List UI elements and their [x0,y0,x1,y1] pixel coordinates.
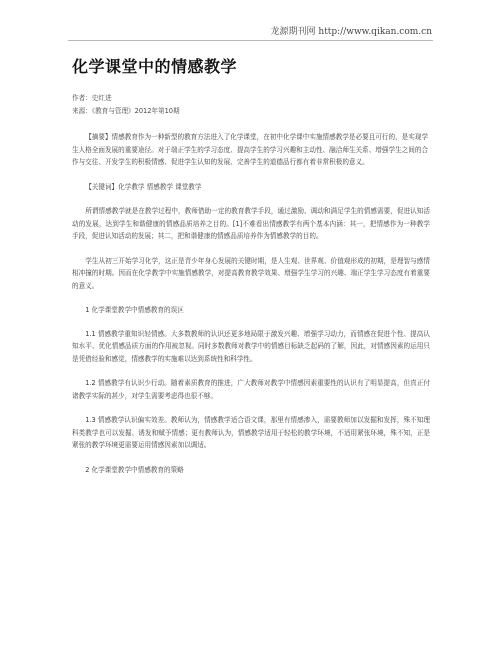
article-source: 来源：《教育与管理》2012年第10期 [72,107,180,115]
article [72,57,430,476]
section-heading: 1 化学课堂教学中情感教育的误区 [85,306,184,314]
article-author: 作者：史红进 [72,94,112,102]
article-abstract: 【摘要】情感教育作为一种新型的教育方法进入了化学课堂，在初中化学课中实施情感教学是必要且可行的，是实现学生人格全面发展的重要途径。对于端正学生的学习态度、提高学生的学习兴趣和主动性、融洽师生关系、增强学生之间的合作与交往、开发学生的积极情感、促进学生认知的发展、完善学生的道德品行都有着非常积极的意义。 [72,133,429,166]
body-paragraph: 1.1 情感教学重知识轻情感。大多数教师的认识还更多地局限于激发兴趣、增强学习动力，而情感在促进个性、提高认知水平、优化情感品质方面的作用被忽视。同时多数教师对教学中的情感目标缺乏起码的了解，因此，对情感因素的运用只是凭借经验和感觉，情感教学的实施难以达到系统性和科学性。 [72,329,430,363]
body-paragraph: 1.2 情感教学有认识少行动。随着素质教育的推进，广大教师对教学中情感因素重要性的认识有了明显提高，但真正付诸教学实际的甚少，对学生需要考虑得也很不够。 [72,379,430,400]
body-paragraph: 学生从初三开始学习化学，这正是青少年身心发展的关键时期，是人生观、世界观、价值观形成的初期，是理智与感情相冲撞的时期。因而在化学教学中实施情感教学，对提高教育教学效果、增强学生学习的兴趣、端正学生学习态度有着重要的意义。 [72,256,430,290]
body-paragraph: 1.3 情感教学认识偏实效差。教师认为，情感教学适合语文课，那里有情感渗入，需要教师加以发掘和发挥，殊不知理科类教学也可以发掘、诱发和赋予情感；更有教师认为，情感教学适用于轻松的教学环境，不适用紧张环境，殊不知，正是紧张的教学环境更需要运用情感因素加以调适。 [72,416,430,449]
article-keywords: 【关键词】化学教学 情感教学 课堂教学 [85,182,202,191]
header-rule [68,40,433,41]
site-header: 龙源期刊网 http://www.qikan.com.cn [270,27,432,37]
article-title: 化学课堂中的情感教学 [72,57,238,76]
section-heading: 2 化学课堂教学中情感教育的策略 [85,465,184,474]
body-paragraph: 所谓情感教学就是在教学过程中，教师借助一定的教育教学手段，通过激励、调动和满足学生的情感需要，促进认知活动的发展，达到学生和谐健康的情感品质培养之目的。[1]不难看出情感教学有两个基本内涵：其一，把情感作为一种教学手段，促进认知活动的发展；其二，把和谐健康的情感品质培养作为情感教学的目的。 [72,207,430,240]
